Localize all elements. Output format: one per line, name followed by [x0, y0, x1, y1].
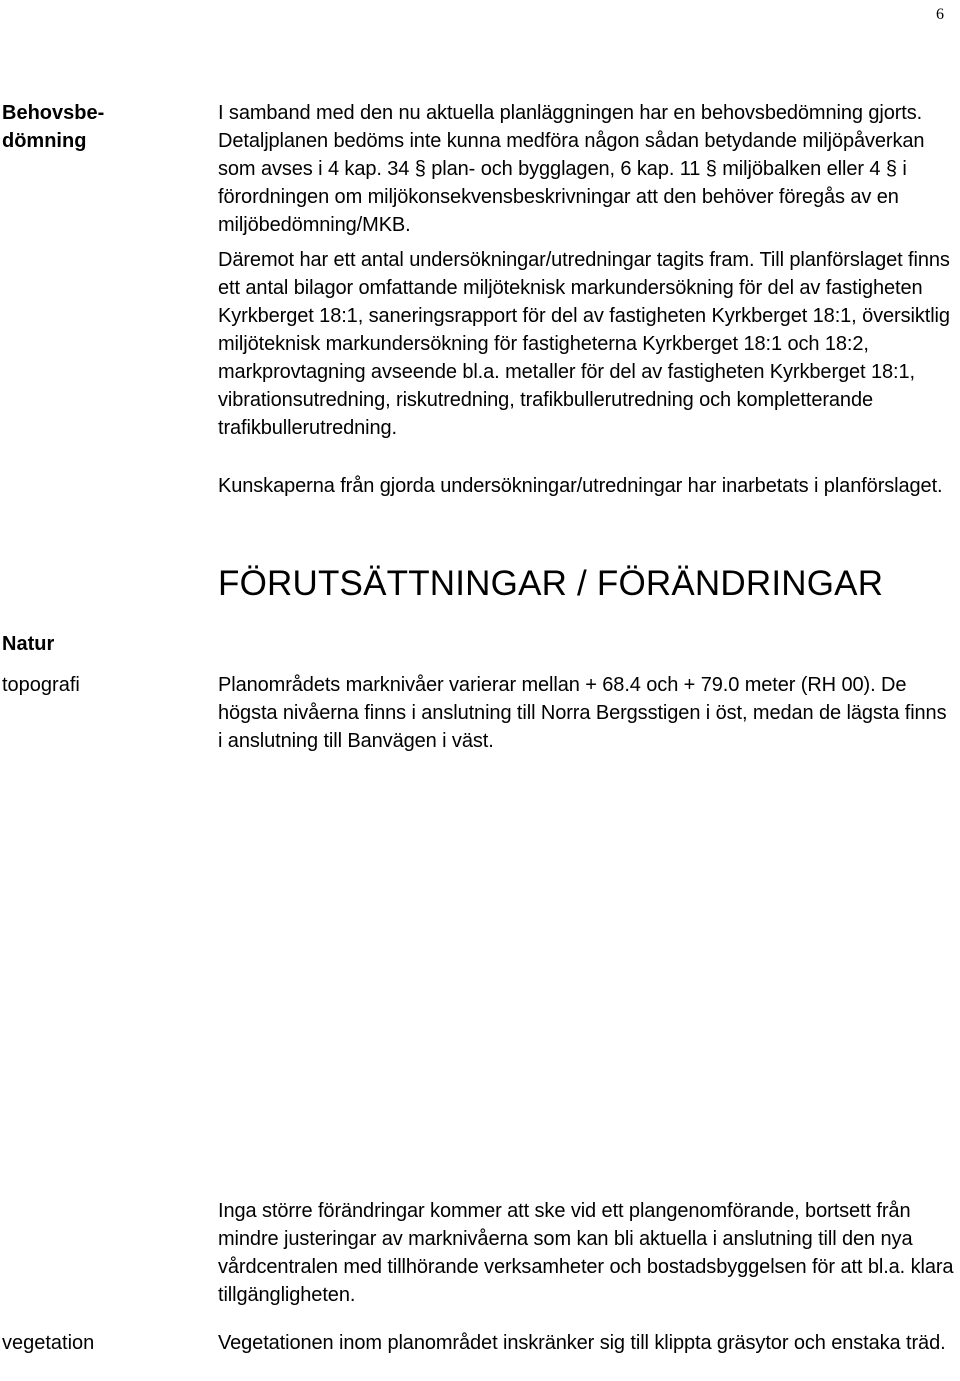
margin-label-natur: Natur	[2, 633, 55, 655]
topografi-paragraph: Planområdets marknivåer varierar mellan + 68.4 och + 79.0 meter (RH 00). De högsta nivåerna finns i anslutning till Norra Bergsstigen i öst, medan de lägsta finns i anslutning till Banvägen i väst.	[218, 674, 947, 752]
behovsbedomning-paragraph-2: Däremot har ett antal undersökningar/utredningar tagits fram. Till planförslaget finns ett antal bilagor omfattande miljöteknisk markundersökning för del av fastigheten Kyrkberget 18:1, saneringsrapport för del av fastigheten Kyrkberget 18:1, översiktlig miljöteknisk markundersökning för fastigheterna Kyrkberget 18:1 och 18:2, markprovtagning avseende bl.a. metaller för del av fastigheten Kyrkberget 18:1, vibrationsutredning, riskutredning, trafikbullerutredning och kompletterande trafikbullerutredning.	[218, 249, 950, 439]
page-number: 6	[936, 6, 944, 23]
section-heading: FÖRUTSÄTTNINGAR / FÖRÄNDRINGAR	[218, 564, 884, 603]
margin-label-behovsbedomning: Behovsbe- dömning	[2, 102, 105, 152]
behovsbedomning-paragraph-3: Kunskaperna från gjorda undersökningar/utredningar har inarbetats i planförslaget.	[218, 475, 943, 497]
margin-label-vegetation: vegetation	[2, 1332, 95, 1354]
topografi-change-paragraph: Inga större förändringar kommer att ske vid ett plangenomförande, bortsett från mindre justeringar av marknivåerna som kan bli aktuella i anslutning till den nya vårdcentralen med tillhörande verksamheter och bostadsbyggelsen för att bl.a. klara tillgängligheten.	[218, 1200, 954, 1306]
margin-label-topografi: topografi	[2, 674, 80, 696]
vegetation-paragraph: Vegetationen inom planområdet inskränker sig till klippta gräsytor och enstaka träd.	[218, 1332, 946, 1354]
behovsbedomning-paragraph-1: I samband med den nu aktuella planläggningen har en behovsbedömning gjorts. Detaljplanen bedöms inte kunna medföra någon sådan betydande miljöpåverkan som avses i 4 kap. 34 § plan- och bygglagen, 6 kap. 11 § miljöbalken eller 4 § i förordningen om miljökonsekvensbeskrivningar att den behöver föregås av en miljöbedömning/MKB.	[218, 102, 925, 236]
